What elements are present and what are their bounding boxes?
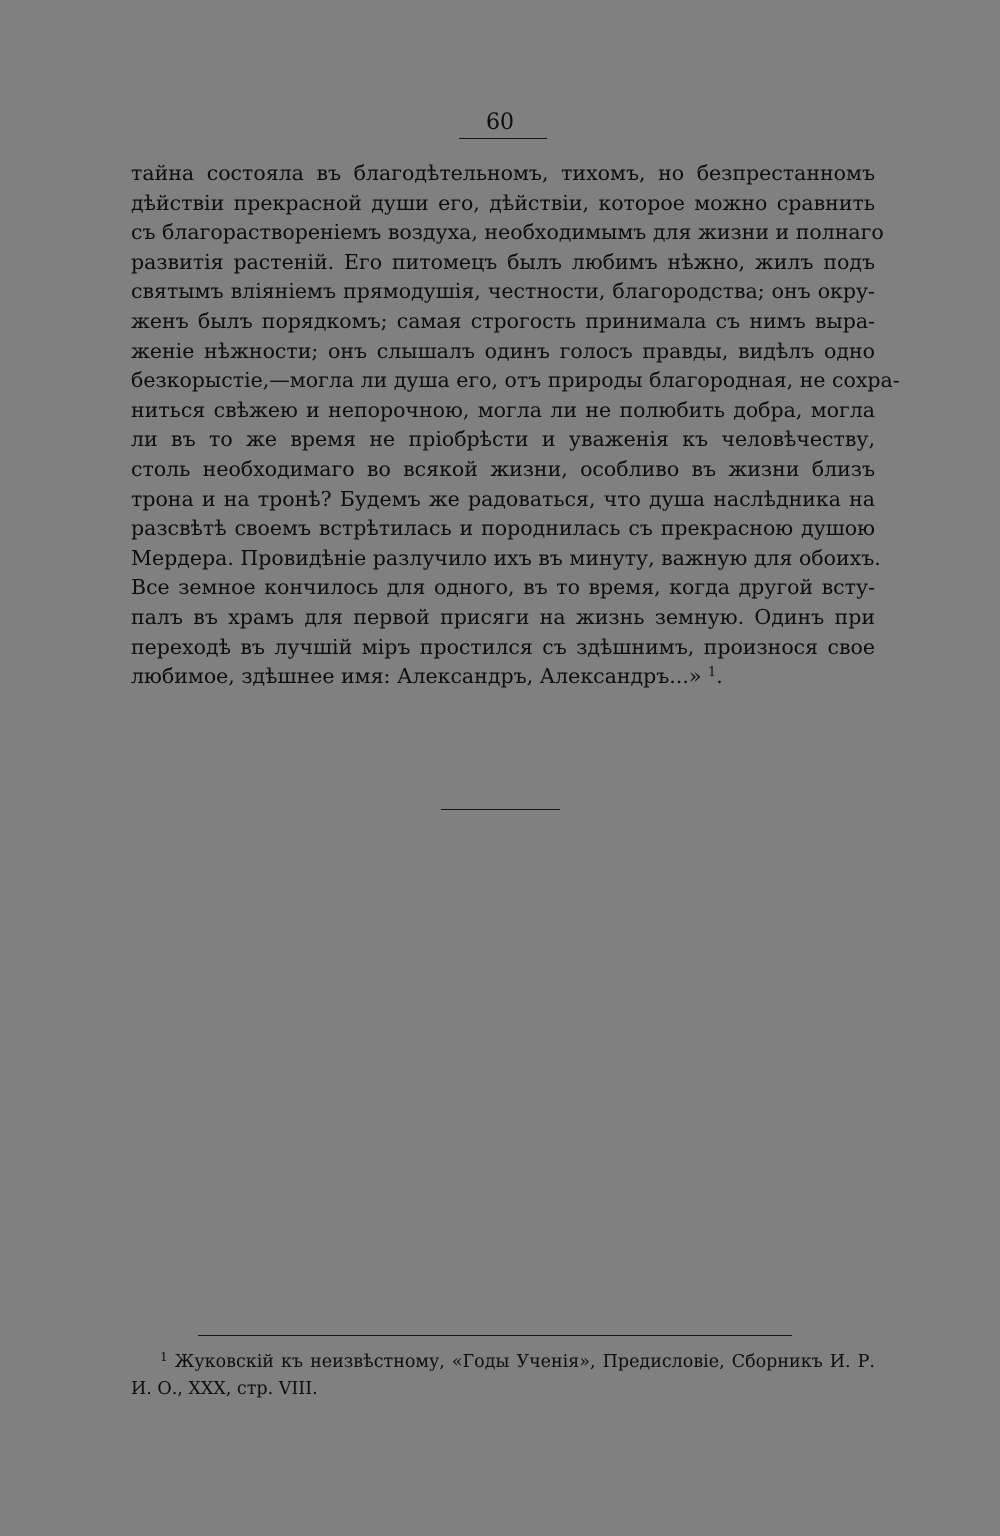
footnote-line bbox=[131, 1349, 875, 1376]
page-number-underline bbox=[459, 138, 547, 139]
footnote bbox=[131, 1349, 875, 1403]
text-line: ли въ то же время не пріобрѣсти и уваженія къ человѣчеству, bbox=[131, 427, 875, 452]
text-line: трона и на тронѣ? Будемъ же радоваться, что душа наслѣдника на bbox=[131, 486, 875, 511]
footnote-separator bbox=[198, 1335, 792, 1336]
text-line-last-content: любимое, здѣшнее имя: Александръ, Александръ...» bbox=[131, 664, 708, 689]
text-line: столь необходимаго во всякой жизни, особливо въ жизни близъ bbox=[131, 456, 875, 481]
text-line: женіе нѣжности; онъ слышалъ одинъ голосъ правды, видѣлъ одно bbox=[131, 338, 875, 363]
text-line-last bbox=[131, 662, 875, 692]
text-line: женъ былъ порядкомъ; самая строгость принимала съ нимъ выра- bbox=[131, 308, 875, 333]
text-line: святымъ вліяніемъ прямодушія, честности, благородства; онъ окру- bbox=[131, 279, 875, 304]
footnote-text: Жуковскій къ неизвѣстному, «Годы Ученія», Предисловіе, Сборникъ И. Р. bbox=[174, 1352, 875, 1372]
text-line: тайна состояла въ благодѣтельномъ, тихомъ, но безпрестанномъ bbox=[131, 161, 875, 185]
text-line: развитія растеній. Его питомецъ былъ любимъ нѣжно, жилъ подъ bbox=[131, 249, 875, 274]
text-line: безкорыстіе,—могла ли душа его, отъ природы благородная, не сохра- bbox=[131, 368, 900, 393]
text-line: Мердера. Провидѣніе разлучило ихъ въ минуту, важную для обоихъ. bbox=[131, 545, 881, 570]
text-line: переходѣ въ лучшій міръ простился съ здѣшнимъ, произнося свое bbox=[131, 634, 875, 659]
footnote-number: 1 bbox=[160, 1350, 168, 1364]
text-line: съ благораствореніемъ воздуха, необходимымъ для жизни и полнаго bbox=[131, 220, 884, 245]
section-end-rule bbox=[441, 809, 560, 810]
text-final-period: . bbox=[716, 664, 723, 689]
text-line: дѣйствіи прекрасной души его, дѣйствіи, которое можно сравнить bbox=[131, 190, 875, 215]
page-number: 60 bbox=[486, 110, 514, 135]
text-line: ниться свѣжею и непорочною, могла ли не полюбить добра, могла bbox=[131, 397, 875, 422]
footnote-line: И. О., XXX, стр. VIII. bbox=[131, 1379, 318, 1399]
main-text bbox=[131, 159, 900, 692]
text-line: Все земное кончилось для одного, въ то время, когда другой всту- bbox=[131, 575, 875, 600]
text-line: разсвѣтѣ своемъ встрѣтилась и породнилась съ прекрасною душою bbox=[131, 516, 875, 541]
footnote-reference: 1 bbox=[707, 665, 717, 681]
text-line: палъ въ храмъ для первой присяги на жизнь земную. Одинъ при bbox=[131, 604, 875, 629]
